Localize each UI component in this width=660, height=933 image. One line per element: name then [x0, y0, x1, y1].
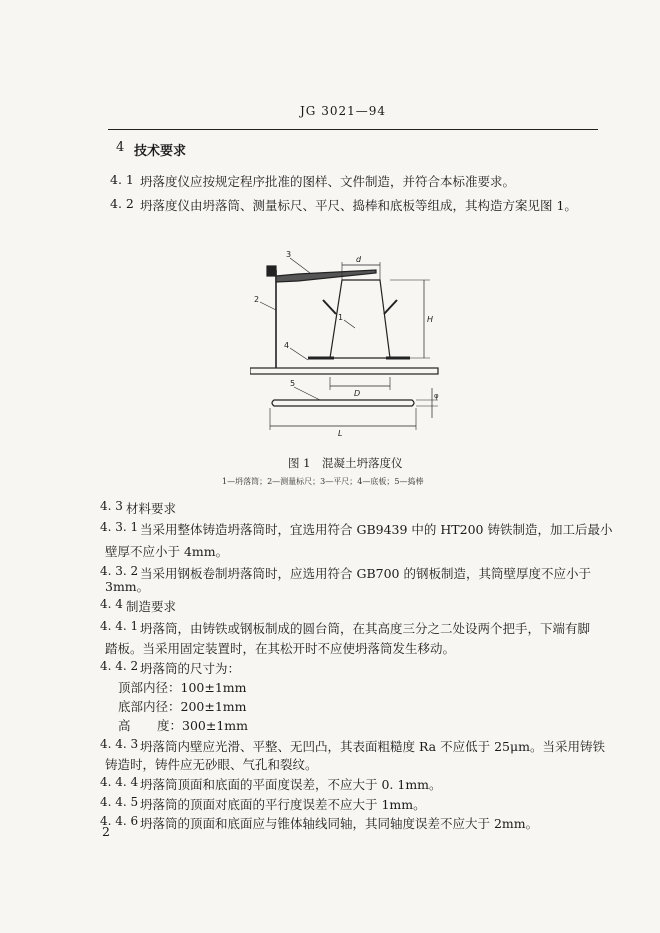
clause-4-4-1-line2: 踏板。当采用固定装置时，在其松开时不应使坍落筒发生移动。 [105, 641, 456, 656]
clause-4-4-6-number: 4. 4. 6 [100, 814, 139, 828]
dimension-height-label: 高 [118, 718, 131, 733]
clause-4-4-2-number: 4. 4. 2 [100, 659, 139, 673]
clause-4-4-3-line2: 铸造时，铸件应无砂眼、气孔和裂纹。 [105, 757, 318, 772]
clause-4-4-5-text: 坍落筒的顶面对底面的平行度误差不应大于 1mm。 [140, 797, 426, 812]
clause-4-3-2-number: 4. 3. 2 [100, 564, 139, 578]
clause-4-3-number: 4. 3 [100, 499, 123, 513]
base-plate [250, 368, 438, 374]
tamping-rod [272, 400, 414, 406]
document-header: JG 3021—94 [300, 104, 387, 118]
section-4-title: 技术要求 [134, 144, 187, 159]
fig-label-phi: φ [434, 392, 439, 400]
clause-4-4-number: 4. 4 [100, 597, 123, 611]
cone-handle-right [384, 300, 397, 314]
fig-label-d: d [356, 255, 362, 264]
clause-4-4-6-text: 坍落筒的顶面和底面应与锥体轴线同轴，其同轴度误差不应大于 2mm。 [140, 816, 539, 831]
clause-4-4-4-number: 4. 4. 4 [100, 775, 139, 789]
clause-4-3-title: 材料要求 [126, 501, 177, 516]
fig-label-1: 1 [338, 313, 344, 322]
fig-label-L: L [338, 429, 343, 438]
fig-label-3: 3 [286, 250, 292, 259]
clause-4-4-3-line1: 坍落筒内壁应光滑、平整、无凹凸，其表面粗糙度 Ra 不应低于 25μm。当采用铸铁 [140, 739, 605, 754]
clause-4-1-number: 4. 1 [110, 172, 134, 187]
clause-4-3-1-line2: 壁厚不应小于 4mm。 [105, 544, 229, 559]
clause-4-2-text: 坍落度仪由坍落筒、测量标尺、平尺、捣棒和底板等组成，其构造方案见图 1。 [140, 198, 577, 213]
figure-1-slump-cone-diagram [250, 240, 450, 440]
clause-4-4-2-text: 坍落筒的尺寸为： [140, 661, 241, 676]
cone-handle-left [323, 300, 336, 314]
clause-4-3-1-number: 4. 3. 1 [100, 520, 139, 534]
fig-label-2: 2 [254, 295, 260, 304]
dimension-bottom-diameter: 底部内径：200±1mm [118, 699, 247, 714]
clause-4-1-text: 坍落度仪应按规定程序批准的图样、文件制造，并符合本标准要求。 [140, 174, 516, 189]
clause-4-3-2-line2: 3mm。 [105, 579, 150, 594]
clause-4-4-title: 制造要求 [126, 599, 177, 614]
section-4-number: 4 [116, 140, 125, 155]
dimension-top-diameter: 顶部内径：100±1mm [118, 680, 247, 695]
clause-4-4-3-number: 4. 4. 3 [100, 737, 139, 751]
fig-label-5: 5 [290, 379, 296, 388]
dimension-height-value: 度：300±1mm [157, 718, 248, 733]
rod-knob [267, 266, 276, 276]
clause-4-4-1-line1: 坍落筒，由铸铁或钢板制成的圆台筒，在其高度三分之二处设两个把手，下端有脚 [140, 621, 591, 636]
clause-4-4-4-text: 坍落筒顶面和底面的平面度误差，不应大于 0. 1mm。 [140, 777, 442, 792]
clause-4-4-5-number: 4. 4. 5 [100, 795, 139, 809]
clause-4-3-1-line1: 当采用整体铸造坍落筒时，宜选用符合 GB9439 中的 HT200 铸铁制造，加工后最小 [140, 522, 613, 537]
header-rule [108, 129, 598, 130]
fig-label-H: H [427, 315, 434, 324]
fig-label-D: D [354, 389, 361, 398]
clause-4-4-1-number: 4. 4. 1 [100, 619, 139, 633]
clause-4-2-number: 4. 2 [110, 196, 134, 211]
clause-4-3-2-line1: 当采用钢板卷制坍落筒时，应选用符合 GB700 的钢板制造，其筒壁厚度不应小于 [140, 566, 591, 581]
figure-legend: 1—坍落筒；2—测量标尺；3—平尺；4—底板；5—捣棒 [222, 477, 424, 486]
fig-label-4: 4 [284, 341, 290, 350]
figure-caption: 图 1 混凝土坍落度仪 [288, 456, 403, 470]
page-number: 2 [102, 824, 110, 839]
